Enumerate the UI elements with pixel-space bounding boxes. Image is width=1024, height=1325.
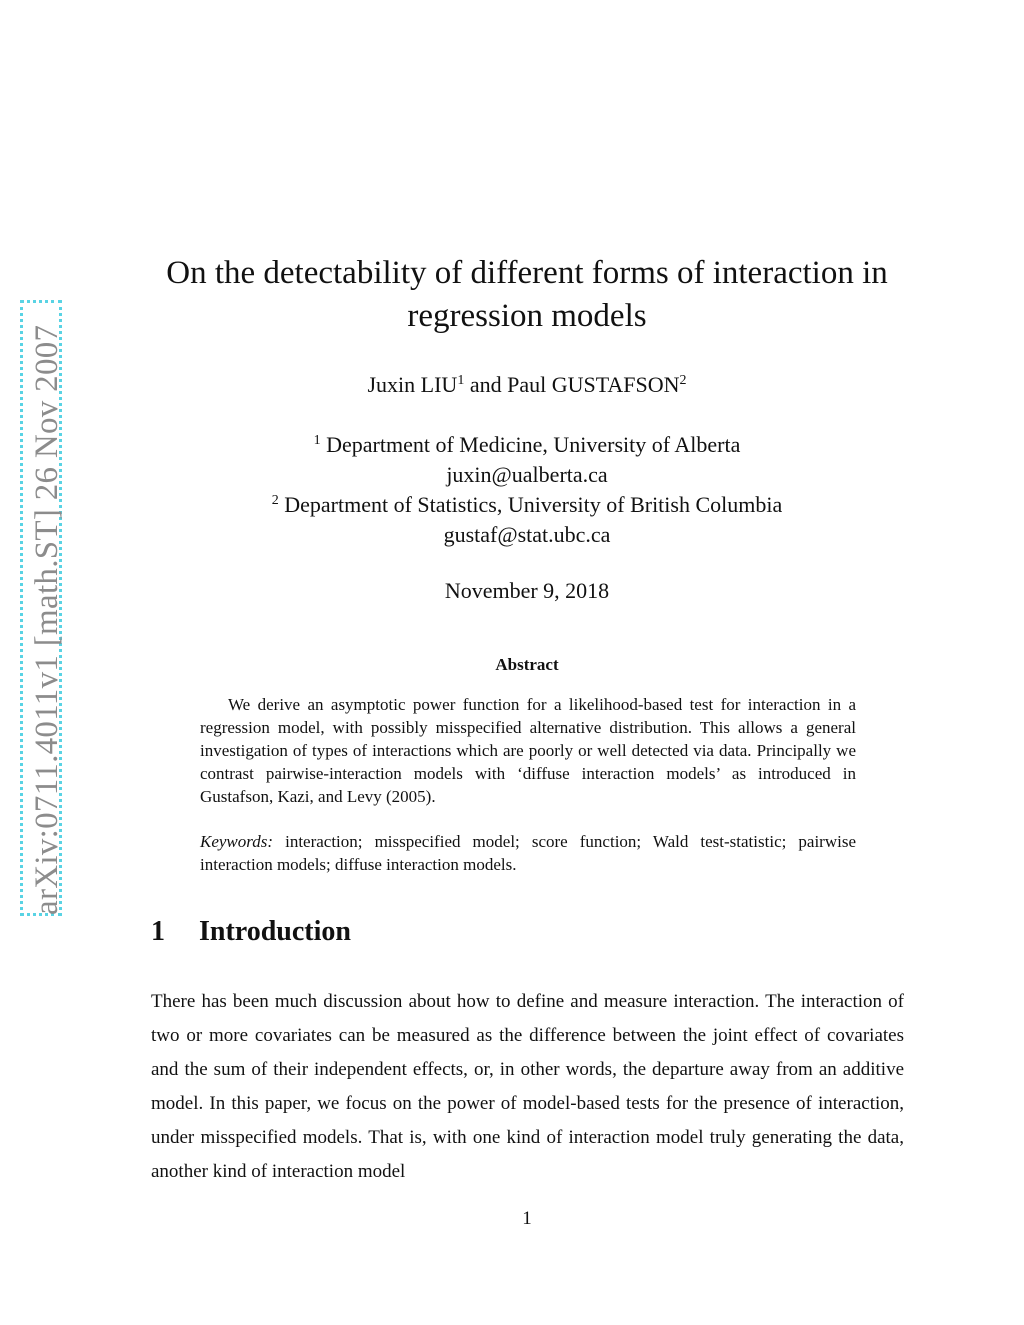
affiliation-2 (130, 492, 924, 518)
affiliation-2-department: Department of Statistics, University of British Columbia (284, 492, 783, 517)
arxiv-identifier: arXiv:0711.4011v1 [math.ST] 26 Nov 2007 (29, 324, 65, 915)
page-number: 1 (522, 1208, 532, 1229)
author-conjunction: and (469, 372, 502, 397)
keywords (200, 830, 856, 876)
introduction-paragraph: There has been much discussion about how to define and measure interaction. The interaction of two or more covariates can be measured as the difference between the joint effect of covariates and the sum of their independent effects, or, in other words, the departure away from an additive model. In this paper, we focus on the power of model-based tests for the presence of interaction, under misspecified models. That is, with one kind of interaction model truly generating the data, another kind of interaction model (151, 991, 904, 1182)
affiliation-1-mark: 1 (313, 433, 321, 448)
affiliation-1 (130, 432, 924, 458)
keywords-text: interaction; misspecified model; score function; Wald test-statistic; pairwise interaction models; diffuse interaction models. (200, 832, 856, 874)
abstract-text: We derive an asymptotic power function for a likelihood-based test for interaction in a regression model, with possibly misspecified alternative distribution. This allows a general investigation of types of interactions which are poorly or well detected via data. Principally we contrast pairwise-interaction models with ‘diffuse interaction models’ as introduced in Gustafson, Kazi, and Levy (2005). (200, 695, 856, 806)
affiliation-2-mark: 2 (271, 493, 279, 508)
author-line (130, 372, 924, 398)
section-number: 1 (151, 916, 165, 947)
author-2-affiliation-mark: 2 (679, 373, 687, 388)
section-title: Introduction (199, 916, 351, 947)
section-heading-introduction (151, 916, 351, 948)
affiliation-1-email: juxin@ualberta.ca (446, 462, 608, 487)
keywords-label: Keywords: (200, 832, 274, 851)
abstract-heading: Abstract (495, 655, 559, 674)
author-1: Juxin LIU (367, 372, 458, 397)
paper-title: On the detectability of different forms of interaction in regression models (166, 255, 888, 334)
author-2: Paul GUSTAFSON (507, 372, 680, 397)
affiliation-1-department: Department of Medicine, University of Alberta (326, 432, 741, 457)
paper-date: November 9, 2018 (444, 578, 610, 603)
author-1-affiliation-mark: 1 (457, 373, 465, 388)
affiliation-2-email: gustaf@stat.ubc.ca (443, 522, 611, 547)
arxiv-stamp (20, 300, 65, 916)
